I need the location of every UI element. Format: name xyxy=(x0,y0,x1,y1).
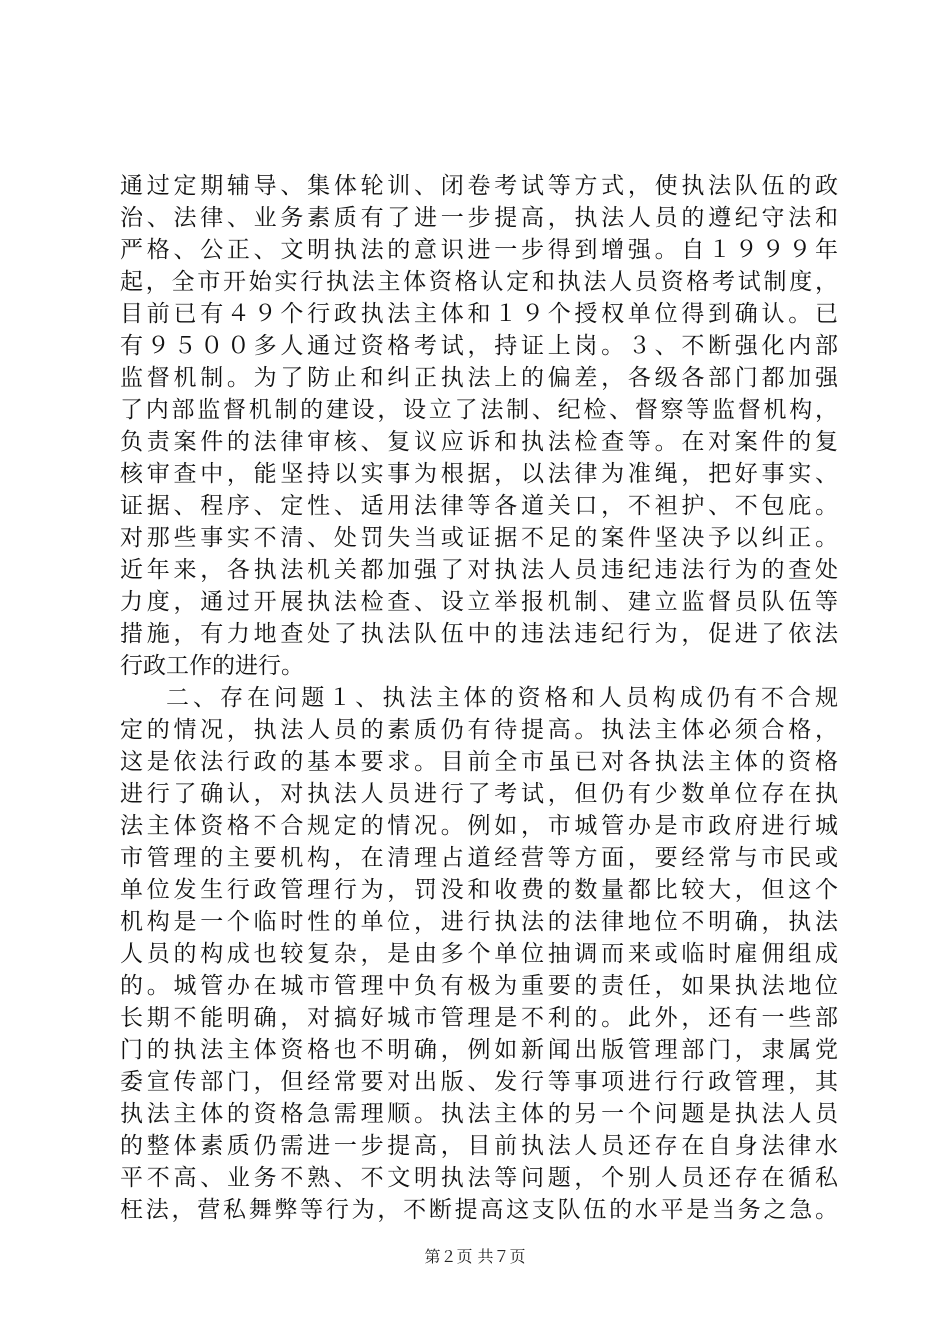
text-line: 枉法，营私舞弊等行为，不断提高这支队伍的水平是当务之急。 xyxy=(120,1197,838,1223)
text-line: 通过定期辅导、集体轮训、闭卷考试等方式，使执法队伍的政 xyxy=(120,173,838,199)
page-number-footer: 第２页 共７页 xyxy=(424,1247,526,1266)
text-line: 的。城管办在城市管理中负有极为重要的责任，如果执法地位 xyxy=(120,973,838,999)
text-line: 进行了确认，对执法人员进行了考试，但仍有少数单位存在执 xyxy=(120,781,838,807)
text-line: 核审查中，能坚持以实事为根据，以法律为准绳，把好事实、 xyxy=(120,461,838,487)
body-text xyxy=(120,170,838,1226)
text-line: 负责案件的法律审核、复议应诉和执法检查等。在对案件的复 xyxy=(120,429,838,455)
text-line: 有９５００多人通过资格考试，持证上岗。３、不断强化内部 xyxy=(120,333,838,359)
text-line: 措施，有力地查处了执法队伍中的违法违纪行为，促进了依法 xyxy=(120,621,838,647)
text-line: 监督机制。为了防止和纠正执法上的偏差，各级各部门都加强 xyxy=(120,365,838,391)
text-line: 目前已有４９个行政执法主体和１９个授权单位得到确认。已 xyxy=(120,301,838,327)
text-line: 长期不能明确，对搞好城市管理是不利的。此外，还有一些部 xyxy=(120,1005,838,1031)
text-line: 近年来，各执法机关都加强了对执法人员违纪违法行为的查处 xyxy=(120,557,838,583)
text-line: 法主体资格不合规定的情况。例如，市城管办是市政府进行城 xyxy=(120,813,838,839)
text-line: 机构是一个临时性的单位，进行执法的法律地位不明确，执法 xyxy=(120,909,838,935)
text-line: 了内部监督机制的建设，设立了法制、纪检、督察等监督机构， xyxy=(120,397,838,423)
text-line: 严格、公正、文明执法的意识进一步得到增强。自１９９９年 xyxy=(120,237,838,263)
text-line: 行政工作的进行。 xyxy=(120,653,304,679)
text-line: 起，全市开始实行执法主体资格认定和执法人员资格考试制度， xyxy=(120,269,838,295)
text-line: 单位发生行政管理行为，罚没和收费的数量都比较大，但这个 xyxy=(120,877,838,903)
text-line: 市管理的主要机构，在清理占道经营等方面，要经常与市民或 xyxy=(120,845,838,871)
text-line: 证据、程序、定性、适用法律等各道关口，不袒护、不包庇。 xyxy=(120,493,838,519)
text-line: 力度，通过开展执法检查、设立举报机制、建立监督员队伍等 xyxy=(120,589,838,615)
paragraph-start-line: 二、存在问题１、执法主体的资格和人员构成仍有不合规 xyxy=(166,685,838,711)
text-line: 定的情况，执法人员的素质仍有待提高。执法主体必须合格， xyxy=(120,717,838,743)
text-line: 执法主体的资格急需理顺。执法主体的另一个问题是执法人员 xyxy=(120,1101,838,1127)
text-line: 平不高、业务不熟、不文明执法等问题，个别人员还存在循私 xyxy=(120,1165,838,1191)
text-line: 对那些事实不清、处罚失当或证据不足的案件坚决予以纠正。 xyxy=(120,525,838,551)
text-line: 的整体素质仍需进一步提高，目前执法人员还存在自身法律水 xyxy=(120,1133,838,1159)
text-line: 门的执法主体资格也不明确，例如新闻出版管理部门，隶属党 xyxy=(120,1037,838,1063)
text-line: 委宣传部门，但经常要对出版、发行等事项进行行政管理，其 xyxy=(120,1069,838,1095)
text-line: 人员的构成也较复杂，是由多个单位抽调而来或临时雇佣组成 xyxy=(120,941,838,967)
text-line: 治、法律、业务素质有了进一步提高，执法人员的遵纪守法和 xyxy=(120,205,838,231)
text-line: 这是依法行政的基本要求。目前全市虽已对各执法主体的资格 xyxy=(120,749,838,775)
